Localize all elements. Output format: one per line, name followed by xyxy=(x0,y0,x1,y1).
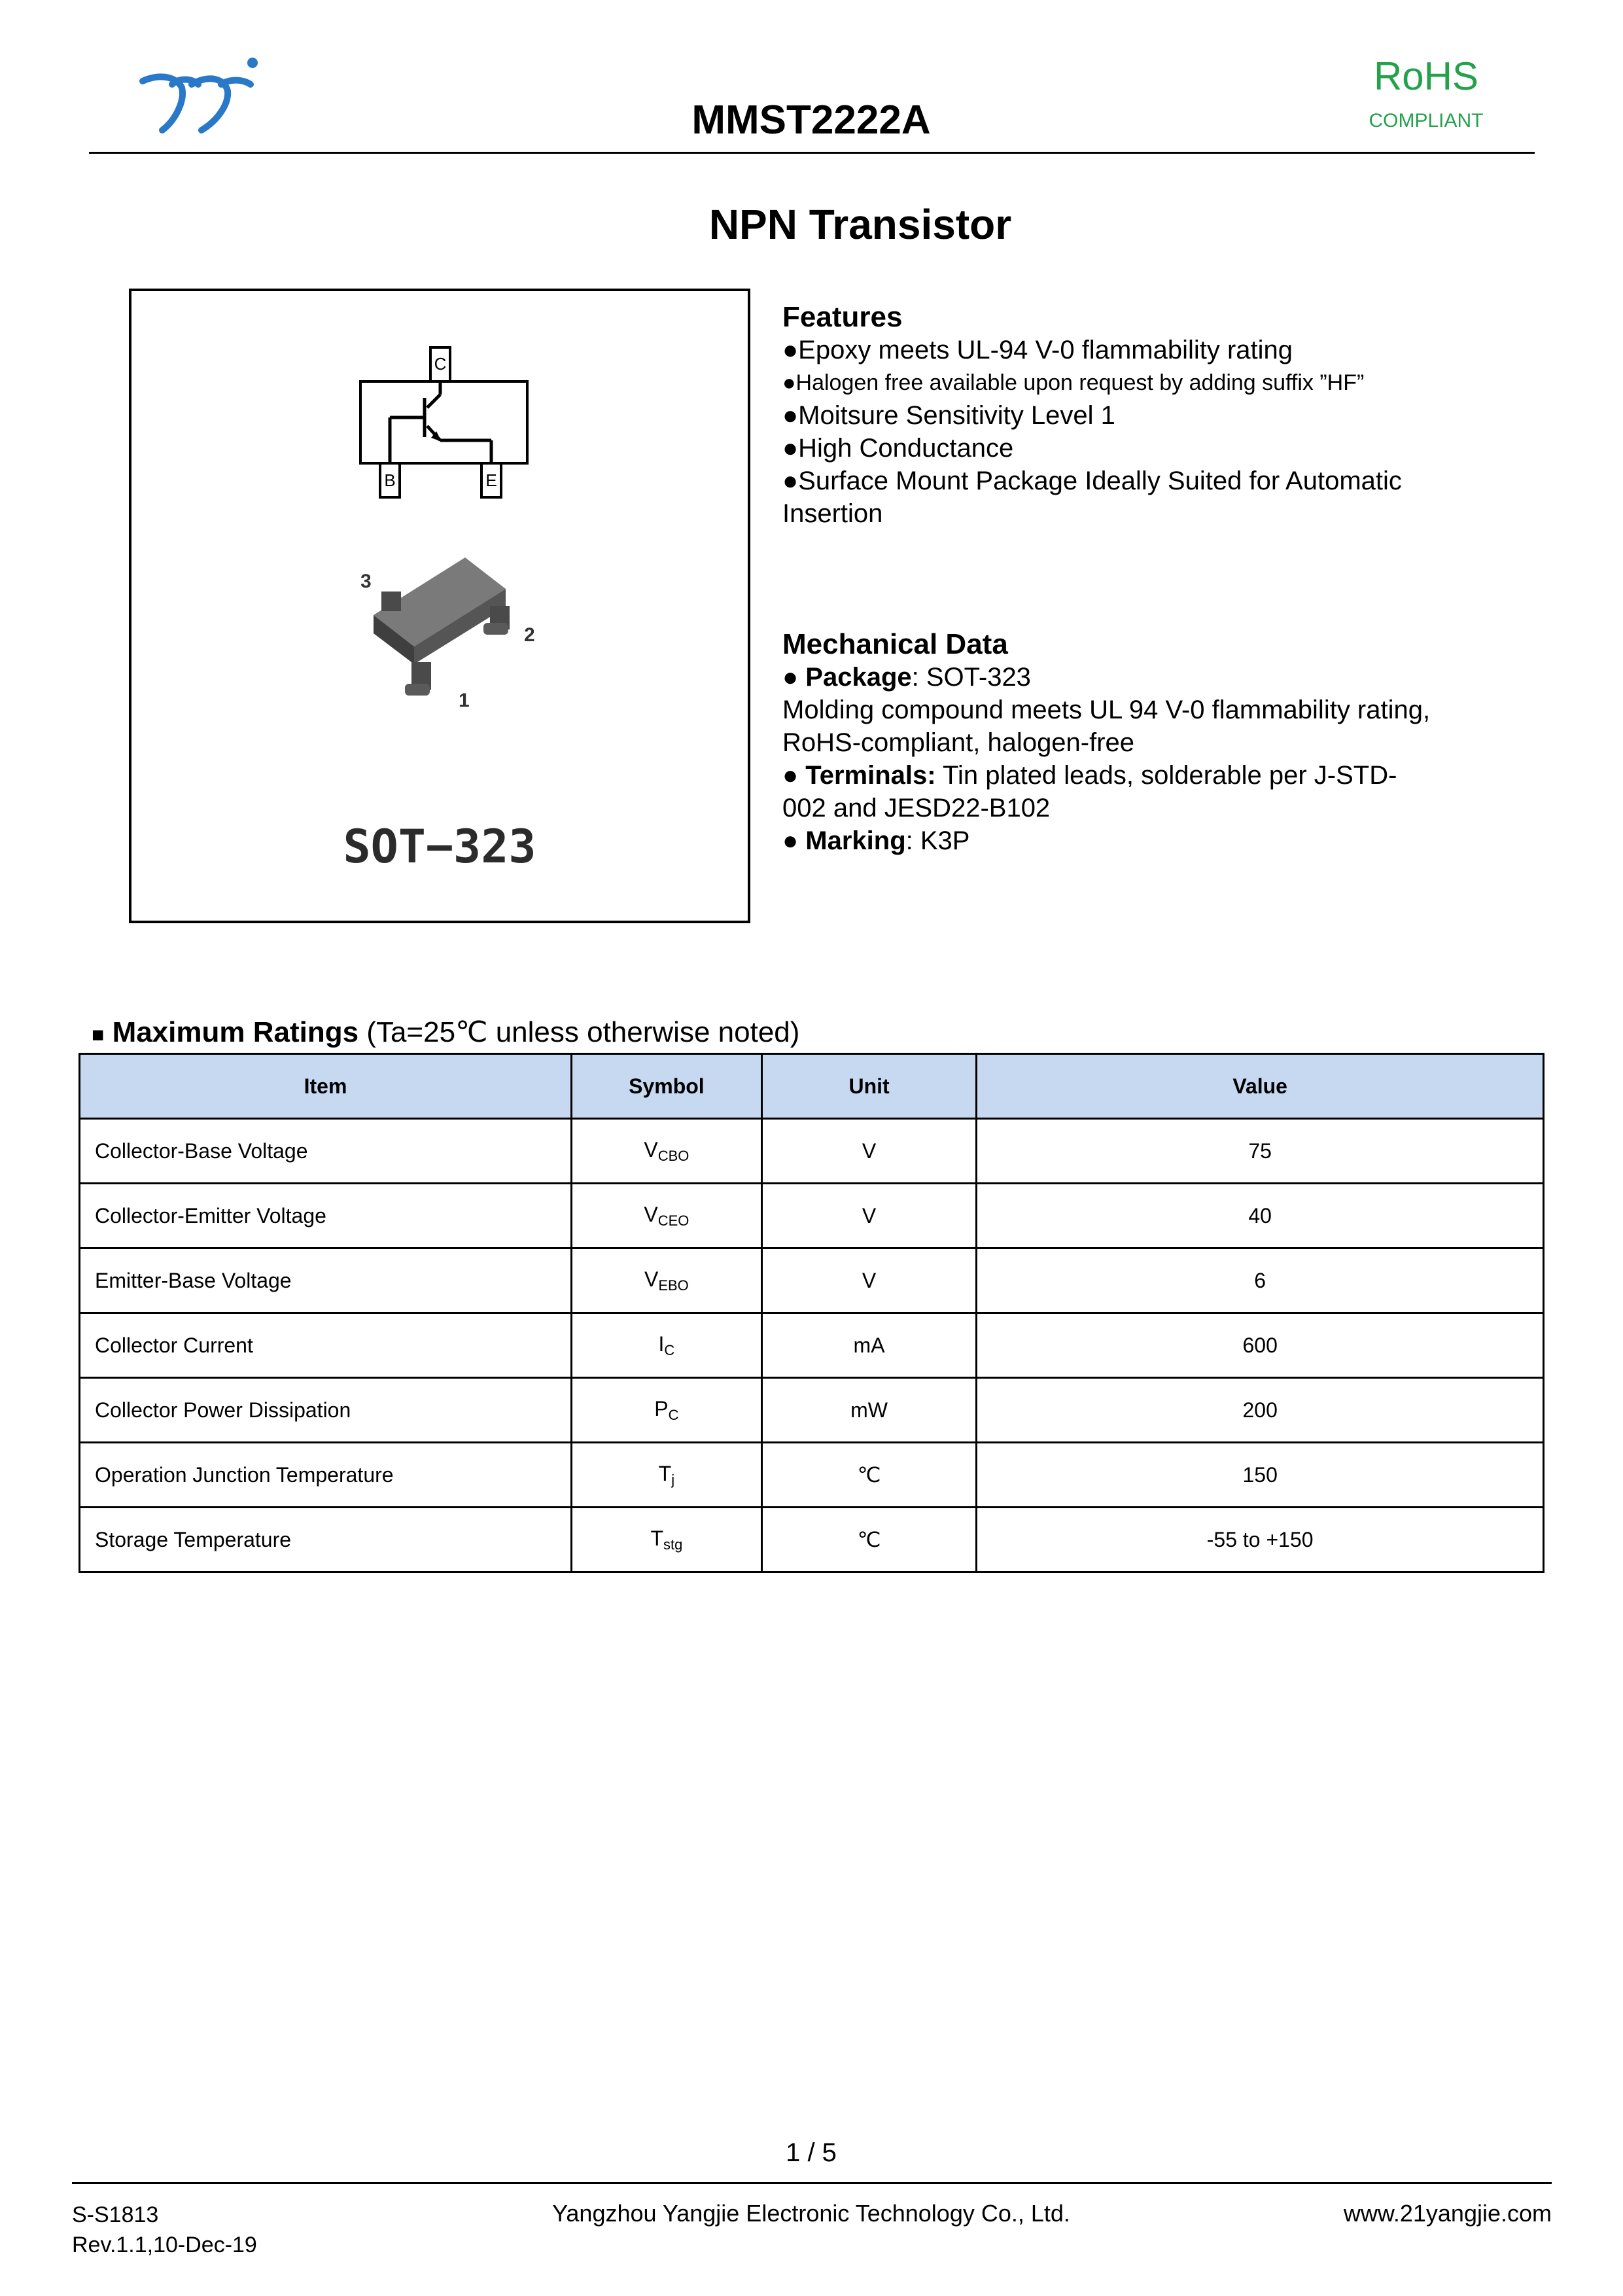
page-number: 1 / 5 xyxy=(786,2138,837,2167)
item-cell: Collector-Base Voltage xyxy=(80,1119,572,1184)
unit-cell: V xyxy=(761,1248,977,1313)
sot323-package-drawing xyxy=(334,550,570,733)
features-heading: Features xyxy=(782,301,903,333)
pin-1-number: 1 xyxy=(459,690,470,711)
table-row xyxy=(80,1248,1544,1313)
header-divider xyxy=(89,152,1535,154)
company-website[interactable]: www.21yangjie.com xyxy=(1343,2200,1552,2227)
symbol-cell xyxy=(572,1508,762,1572)
company-name: Yangzhou Yangjie Electronic Technology Co., Ltd. xyxy=(552,2200,1070,2227)
symbol-letter: V xyxy=(644,1137,658,1161)
column-header: Symbol xyxy=(572,1054,762,1119)
table-row xyxy=(80,1119,1544,1184)
revision-info: Rev.1.1,10-Dec-19 xyxy=(72,2233,257,2257)
table-row xyxy=(80,1508,1544,1572)
item-cell: Emitter-Base Voltage xyxy=(80,1248,572,1313)
company-logo xyxy=(136,48,267,140)
symbol-letter: I xyxy=(658,1332,665,1356)
column-header: Value xyxy=(977,1054,1544,1119)
package-name-label: SOT−323 xyxy=(343,820,536,874)
symbol-subscript: EBO xyxy=(658,1277,689,1294)
feature-item: ●Epoxy meets UL-94 V-0 flammability rating xyxy=(782,336,1293,364)
symbol-letter: V xyxy=(644,1267,659,1291)
feature-item: ●Halogen free available upon request by adding suffix ”HF” xyxy=(782,370,1365,395)
document-id: S-S1813 xyxy=(72,2202,159,2227)
table-header-row xyxy=(80,1054,1544,1119)
feature-item: ●Surface Mount Package Ideally Suited for Automatic Insertion xyxy=(782,467,1402,528)
value-cell: 200 xyxy=(977,1378,1544,1443)
symbol-subscript: j xyxy=(671,1471,675,1488)
symbol-cell xyxy=(572,1443,762,1508)
symbol-letter: T xyxy=(650,1526,663,1550)
ratings-condition: (Ta=25℃ unless otherwise noted) xyxy=(358,1016,800,1048)
table-row xyxy=(80,1313,1544,1378)
value-cell: -55 to +150 xyxy=(977,1508,1544,1572)
unit-cell: ℃ xyxy=(761,1508,977,1572)
square-bullet-icon: ■ xyxy=(92,1023,105,1046)
package-detail: Molding compound meets UL 94 V-0 flammability rating, RoHS-compliant, halogen-free xyxy=(782,696,1431,757)
value-cell: 75 xyxy=(977,1119,1544,1184)
marking-label: Marking xyxy=(805,826,906,855)
mechanical-heading: Mechanical Data xyxy=(782,628,1008,660)
terminals-value: Tin plated leads, solderable per J-STD-002 and JESD22-B102 xyxy=(782,761,1397,822)
column-header: Unit xyxy=(761,1054,977,1119)
pin-2-number: 2 xyxy=(524,624,535,646)
symbol-cell xyxy=(572,1313,762,1378)
terminals-label: Terminals: xyxy=(805,761,936,790)
item-cell: Operation Junction Temperature xyxy=(80,1443,572,1508)
table-row xyxy=(80,1184,1544,1248)
item-cell: Collector Current xyxy=(80,1313,572,1378)
emitter-pin-label: E xyxy=(485,470,497,490)
unit-cell: V xyxy=(761,1184,977,1248)
unit-cell: V xyxy=(761,1119,977,1184)
feature-item: ●High Conductance xyxy=(782,434,1014,463)
npn-schematic-symbol xyxy=(354,342,537,512)
item-cell: Collector Power Dissipation xyxy=(80,1378,572,1443)
symbol-subscript: stg xyxy=(663,1536,683,1553)
part-number-title: MMST2222A xyxy=(691,97,931,143)
symbol-cell xyxy=(572,1184,762,1248)
symbol-subscript: C xyxy=(668,1406,679,1423)
symbol-cell xyxy=(572,1378,762,1443)
collector-pin-label: C xyxy=(434,354,447,374)
unit-cell: mA xyxy=(761,1313,977,1378)
max-ratings-table xyxy=(79,1053,1544,1573)
document-subtitle: NPN Transistor xyxy=(708,201,1012,248)
value-cell: 600 xyxy=(977,1313,1544,1378)
ratings-heading: Maximum Ratings xyxy=(112,1016,359,1048)
item-cell: Storage Temperature xyxy=(80,1508,572,1572)
package-line: ● Package: SOT-323 xyxy=(782,663,1031,692)
unit-cell: ℃ xyxy=(761,1443,977,1508)
value-cell: 6 xyxy=(977,1248,1544,1313)
symbol-letter: P xyxy=(654,1396,669,1421)
table-row xyxy=(80,1378,1544,1443)
terminals-line: ● Terminals: Tin plated leads, solderable per J-STD-002 and JESD22-B102 xyxy=(782,761,1397,822)
column-header: Item xyxy=(80,1054,572,1119)
symbol-subscript: CEO xyxy=(657,1212,689,1229)
pin-3-number: 3 xyxy=(360,571,372,592)
symbol-subscript: C xyxy=(664,1341,675,1358)
features-section xyxy=(782,301,1567,530)
symbol-letter: V xyxy=(644,1202,658,1226)
package-value: : SOT-323 xyxy=(911,663,1031,692)
symbol-subscript: CBO xyxy=(657,1147,689,1164)
table-row xyxy=(80,1443,1544,1508)
value-cell: 40 xyxy=(977,1184,1544,1248)
feature-item: ●Moitsure Sensitivity Level 1 xyxy=(782,401,1115,430)
symbol-cell xyxy=(572,1248,762,1313)
symbol-cell xyxy=(572,1119,762,1184)
mechanical-data-section xyxy=(782,628,1567,857)
rohs-mark: RoHS xyxy=(1373,54,1479,98)
marking-line: ● Marking: K3P xyxy=(782,826,970,855)
value-cell: 150 xyxy=(977,1443,1544,1508)
marking-value: : K3P xyxy=(905,826,970,855)
footer-doc-info xyxy=(72,2200,257,2260)
package-label: Package xyxy=(805,663,912,692)
item-cell: Collector-Emitter Voltage xyxy=(80,1184,572,1248)
footer-divider xyxy=(72,2182,1552,2184)
package-figure xyxy=(129,289,750,923)
symbol-letter: T xyxy=(658,1461,672,1485)
unit-cell: mW xyxy=(761,1378,977,1443)
ratings-title xyxy=(92,1016,799,1049)
base-pin-label: B xyxy=(384,470,396,490)
rohs-compliant-label: COMPLIANT xyxy=(1369,110,1484,132)
